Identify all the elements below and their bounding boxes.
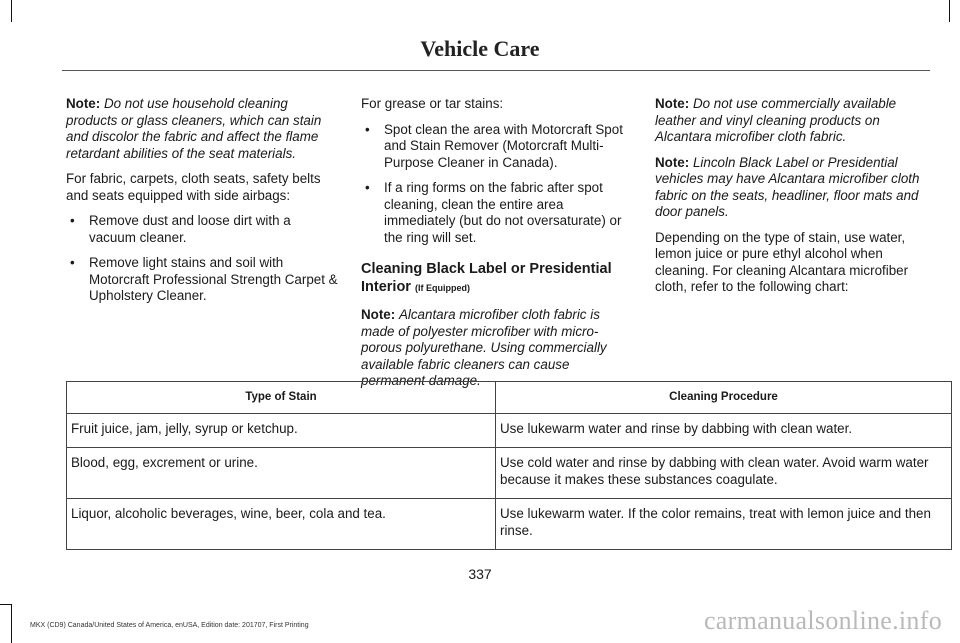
note-text: Do not use commercially available leather and vinyl cleaning products on Alcantara microfiber cloth fabric.	[655, 96, 897, 144]
crop-mark-bottom-left-h	[0, 604, 11, 605]
list-item: • Remove dust and loose dirt with a vacuum cleaner.	[70, 213, 291, 245]
stain-type-cell: Blood, egg, excrement or urine.	[67, 448, 496, 499]
note-text: Alcantara microfiber cloth fabric is made of polyester microfiber with micro-porous polyurethane. Using commercially available fabric cleaners can cause permanent damage.	[361, 307, 607, 388]
page-number: 337	[468, 566, 492, 582]
procedure-cell: Use cold water and rinse by dabbing with clean water. Avoid warm water because it makes these substances coagulate.	[496, 448, 952, 499]
column-header-cleaning-procedure: Cleaning Procedure	[496, 382, 952, 414]
column-1	[66, 96, 338, 314]
column-header-type-of-stain: Type of Stain	[67, 382, 496, 414]
note-label: Note:	[655, 96, 690, 111]
bullet-icon: •	[365, 121, 370, 137]
section-heading: Cleaning Black Label or Presidential Interior (If Equipped)	[361, 261, 612, 295]
table-header-row	[67, 382, 952, 414]
watermark: carmanualsonline.info	[703, 606, 942, 635]
bullet-icon: •	[70, 255, 75, 270]
list-item: • If a ring forms on the fabric after spot cleaning, clean the entire area immediately (but do not oversaturate) or the ring will set.	[365, 180, 622, 245]
note-text: Do not use household cleaning products or glass cleaners, which can stain and discolor the fabric and affect the flame retardant abilities of the seat materials.	[66, 96, 322, 161]
fabric-bullet-list	[66, 213, 338, 305]
note-label: Note:	[66, 96, 101, 111]
note-label: Note:	[655, 154, 690, 170]
procedure-cell: Use lukewarm water and rinse by dabbing with clean water.	[496, 413, 952, 448]
column-3	[655, 96, 927, 305]
note-label: Note:	[361, 307, 396, 322]
fabric-intro: For fabric, carpets, cloth seats, safety belts and seats equipped with side airbags:	[66, 171, 321, 203]
stain-cleaning-paragraph: Depending on the type of stain, use water, lemon juice or pure ethyl alcohol when cleaning. For cleaning Alcantara microfiber cloth, refer to the following chart:	[655, 229, 909, 294]
column-2	[361, 96, 633, 399]
bullet-icon: •	[365, 180, 370, 195]
table-row	[67, 448, 952, 499]
note-text: Lincoln Black Label or Presidential vehicles may have Alcantara microfiber cloth fabric on the seats, headliner, floor mats and door panels.	[655, 154, 920, 219]
note-black-label	[655, 155, 927, 221]
table-row	[67, 499, 952, 550]
page-title: Vehicle Care	[420, 36, 540, 61]
crop-mark-bottom-left-v	[11, 604, 12, 643]
if-equipped-label: (If Equipped)	[414, 283, 470, 293]
stain-type-cell: Fruit juice, jam, jelly, syrup or ketchup.	[67, 413, 496, 448]
crop-mark-top-left-v	[11, 0, 12, 22]
stain-cleaning-table	[66, 381, 952, 550]
grease-bullet-list	[361, 122, 633, 247]
crop-mark-top-right-v	[949, 0, 950, 22]
edition-footer: MKX (CD9) Canada/United States of America, enUSA, Edition date: 201707, First Printing	[30, 622, 309, 629]
bullet-icon: •	[70, 213, 75, 228]
list-item: • Remove light stains and soil with Motorcraft Professional Strength Carpet & Upholstery Cleaner.	[70, 255, 338, 303]
stain-type-cell: Liquor, alcoholic beverages, wine, beer, cola and tea.	[67, 499, 496, 550]
procedure-cell: Use lukewarm water. If the color remains, treat with lemon juice and then rinse.	[496, 499, 952, 550]
note-alcantara-composition	[361, 307, 633, 390]
table-row	[67, 413, 952, 448]
grease-intro: For grease or tar stains:	[361, 96, 504, 111]
note-household-cleaners	[66, 96, 338, 162]
header-divider	[62, 70, 930, 71]
list-item: • Spot clean the area with Motorcraft Spot and Stain Remover (Motorcraft Multi-Purpose Cleaner in Canada).	[365, 121, 623, 170]
note-leather-products	[655, 96, 927, 146]
